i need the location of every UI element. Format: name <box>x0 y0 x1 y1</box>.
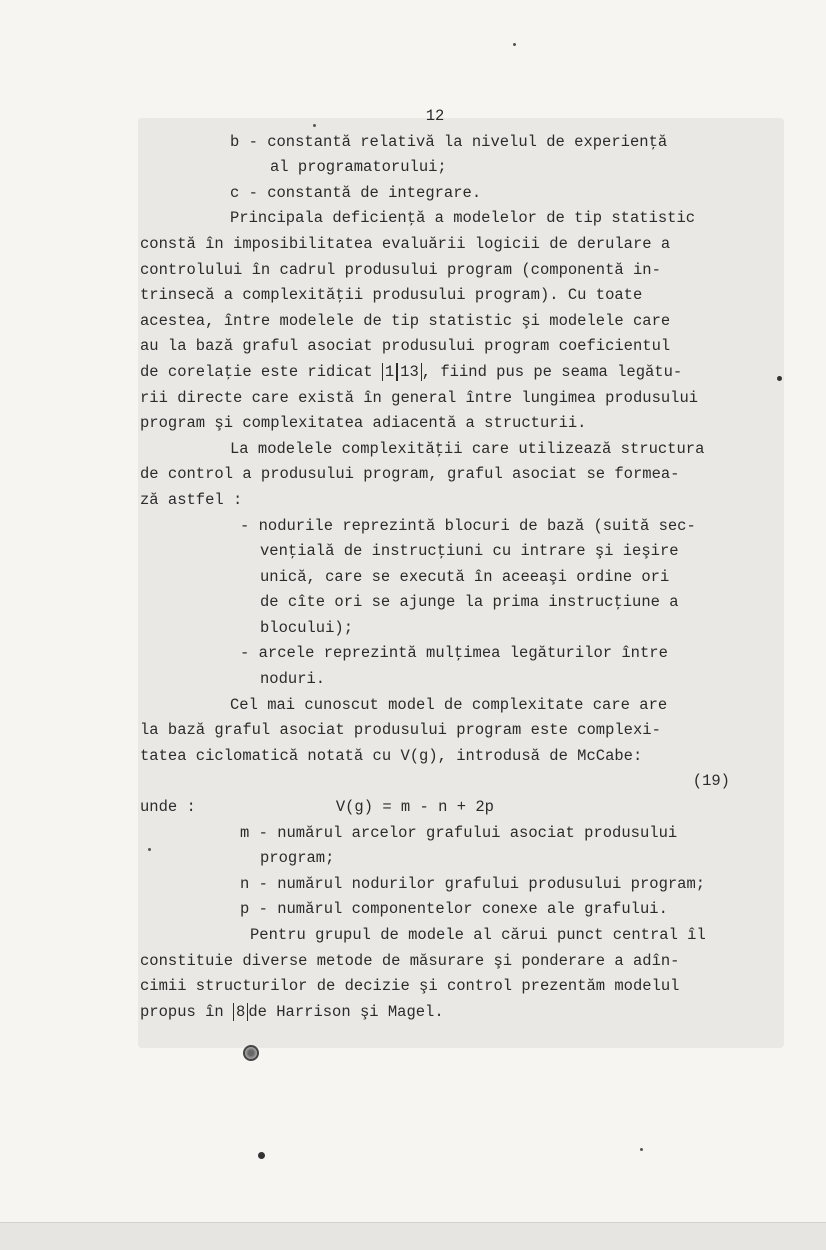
text-line: b - constantă relativă la nivelul de experienţă <box>230 132 668 151</box>
formula-equation: V(g) = m - n + 2p <box>335 798 494 817</box>
text-line: Pentru grupul de modele al cărui punct central îl <box>250 926 706 944</box>
definition-item: n - numărul nodurilor grafului produsului program; <box>240 874 706 893</box>
reference-8: 8 <box>233 1003 248 1021</box>
bullet-continuation: venţială de instrucţiuni cu intrare şi ieşire <box>260 542 679 561</box>
text-line: trinsecă a complexităţii produsului program). Cu toate <box>140 286 643 305</box>
formula-number: (19) <box>692 772 730 791</box>
speck <box>640 1148 643 1151</box>
bullet-item: - arcele reprezintă mulţimea legăturilor între <box>240 644 668 663</box>
page-bottom-edge <box>0 1222 826 1250</box>
bullet-continuation: unică, care se execută în aceeaşi ordine ori <box>260 567 670 586</box>
text-line: controlului în cadrul produsului program (componentă in- <box>140 260 661 279</box>
speck <box>148 848 151 851</box>
text-segment: propus în <box>140 1002 234 1021</box>
ink-dot <box>777 376 782 381</box>
definition-item: p - numărul componentelor conexe ale grafului. <box>240 900 668 919</box>
bullet-continuation: de cîte ori se ajunge la prima instrucţiune a <box>260 593 679 612</box>
text-line: al programatorului; <box>270 158 447 177</box>
bullet-continuation: noduri. <box>260 670 326 689</box>
text-line-with-reference <box>140 1000 790 1026</box>
text-line: cimii structurilor de decizie şi control prezentăm modelul <box>140 977 680 996</box>
text-line: au la bază graful asociat produsului program coeficientul <box>140 337 671 356</box>
text-line: rii directe care există în general între lungimea produsului <box>140 388 699 407</box>
text-segment: , fiind pus pe seama legătu- <box>421 362 683 381</box>
text-line-with-references <box>140 360 790 386</box>
ink-dot <box>258 1152 265 1159</box>
text-line: program şi complexitatea adiacentă a structurii. <box>140 414 587 433</box>
text-line: Cel mai cunoscut model de complexitate care are <box>230 695 668 714</box>
text-segment: de corelaţie este ridicat <box>140 362 382 381</box>
speck <box>513 43 516 46</box>
text-line: acestea, între modelele de tip statistic şi modelele care <box>140 311 671 330</box>
definition-continuation: program; <box>260 849 335 868</box>
text-line: ză astfel : <box>140 490 243 509</box>
text-line: La modelele complexităţii care utilizează structura <box>230 439 705 458</box>
text-line: unde : <box>140 798 196 817</box>
bullet-item: - nodurile reprezintă blocuri de bază (suită sec- <box>240 516 696 535</box>
text-line: de control a produsului program, graful asociat se formea- <box>140 465 680 484</box>
definition-item: m - numărul arcelor grafului asociat produsului <box>240 823 678 842</box>
text-line: tatea ciclomatică notată cu V(g), introdusă de McCabe: <box>140 746 643 765</box>
text-segment: de Harrison şi Magel. <box>248 1002 444 1021</box>
page-number: 12 <box>425 107 445 125</box>
reference-13: 13 <box>397 363 422 381</box>
text-line: constituie diverse metode de măsurare şi ponderare a adîn- <box>140 951 680 970</box>
page-text <box>140 104 790 1025</box>
text-line: la bază graful asociat produsului program este complexi- <box>140 721 661 740</box>
punch-mark <box>243 1045 259 1061</box>
text-line: constă în imposibilitatea evaluării logicii de derulare a <box>140 234 671 253</box>
bullet-continuation: blocului); <box>260 618 354 637</box>
text-line: Principala deficienţă a modelelor de tip statistic <box>230 209 696 228</box>
speck <box>313 124 316 127</box>
text-line: c - constantă de integrare. <box>230 183 482 202</box>
reference-1: 1 <box>382 363 397 381</box>
